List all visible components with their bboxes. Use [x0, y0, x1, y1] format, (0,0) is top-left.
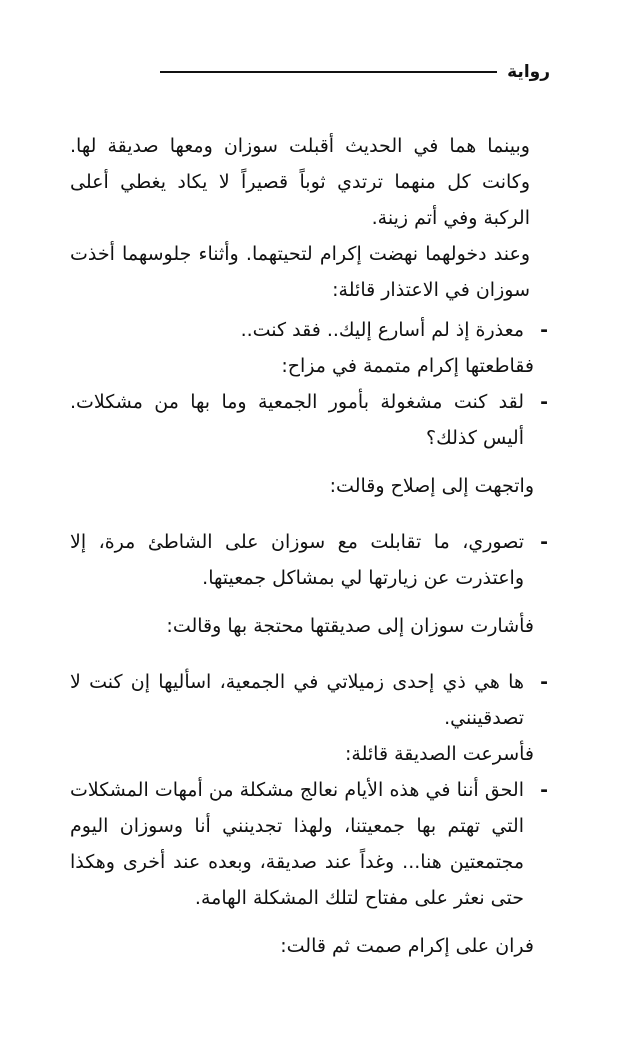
- narration-line: فأسرعت الصديقة قائلة:: [345, 743, 534, 765]
- header-rule: [160, 71, 497, 73]
- body-text: [70, 128, 550, 964]
- paragraph-greeting: وعند دخولهما نهضت إكرام لتحيتهما. وأثناء جلوسهما أخذت سوزان في الاعتذار قائلة:: [70, 243, 530, 301]
- narration-line: فران على إكرام صمت ثم قالت:: [280, 935, 534, 957]
- narration-line: فقاطعتها إكرام متممة في مزاح:: [281, 355, 534, 377]
- dialogue-line: - ها هي ذي إحدى زميلاتي في الجمعية، اسأليها إن كنت لا تصدقينني.: [70, 664, 550, 736]
- narration-line: فأشارت سوزان إلى صديقتها محتجة بها وقالت:: [166, 615, 534, 637]
- header-title: رواية: [507, 62, 550, 82]
- paragraph-intro: وبينما هما في الحديث أقبلت سوزان ومعها صديقة لها. وكانت كل منهما ترتدي ثوباً قصيراً لا يكاد يغطي أعلى الركبة وفي أتم زينة.: [70, 135, 530, 229]
- running-header: [160, 62, 550, 82]
- dialogue-line: - الحق أننا في هذه الأيام نعالج مشكلة من أمهات المشكلات التي تهتم بها جمعيتنا، ولهذا تجدينني أنا وسوزان اليوم مجتمعتين هنا... وغداً عند صديقة، وبعده عند أخرى وهكذا حتى نعثر على مفتاح لتلك المشكلة الهامة.: [70, 772, 550, 916]
- narration-line: واتجهت إلى إصلاح وقالت:: [329, 475, 534, 497]
- dialogue-line: - تصوري، ما تقابلت مع سوزان على الشاطئ مرة، إلا واعتذرت عن زيارتها لي بمشاكل جمعيتها.: [70, 524, 550, 596]
- dialogue-line: - لقد كنت مشغولة بأمور الجمعية وما بها من مشكلات. أليس كذلك؟: [70, 384, 550, 456]
- dialogue-line: - معذرة إذ لم أسارع إليك.. فقد كنت..: [70, 312, 550, 348]
